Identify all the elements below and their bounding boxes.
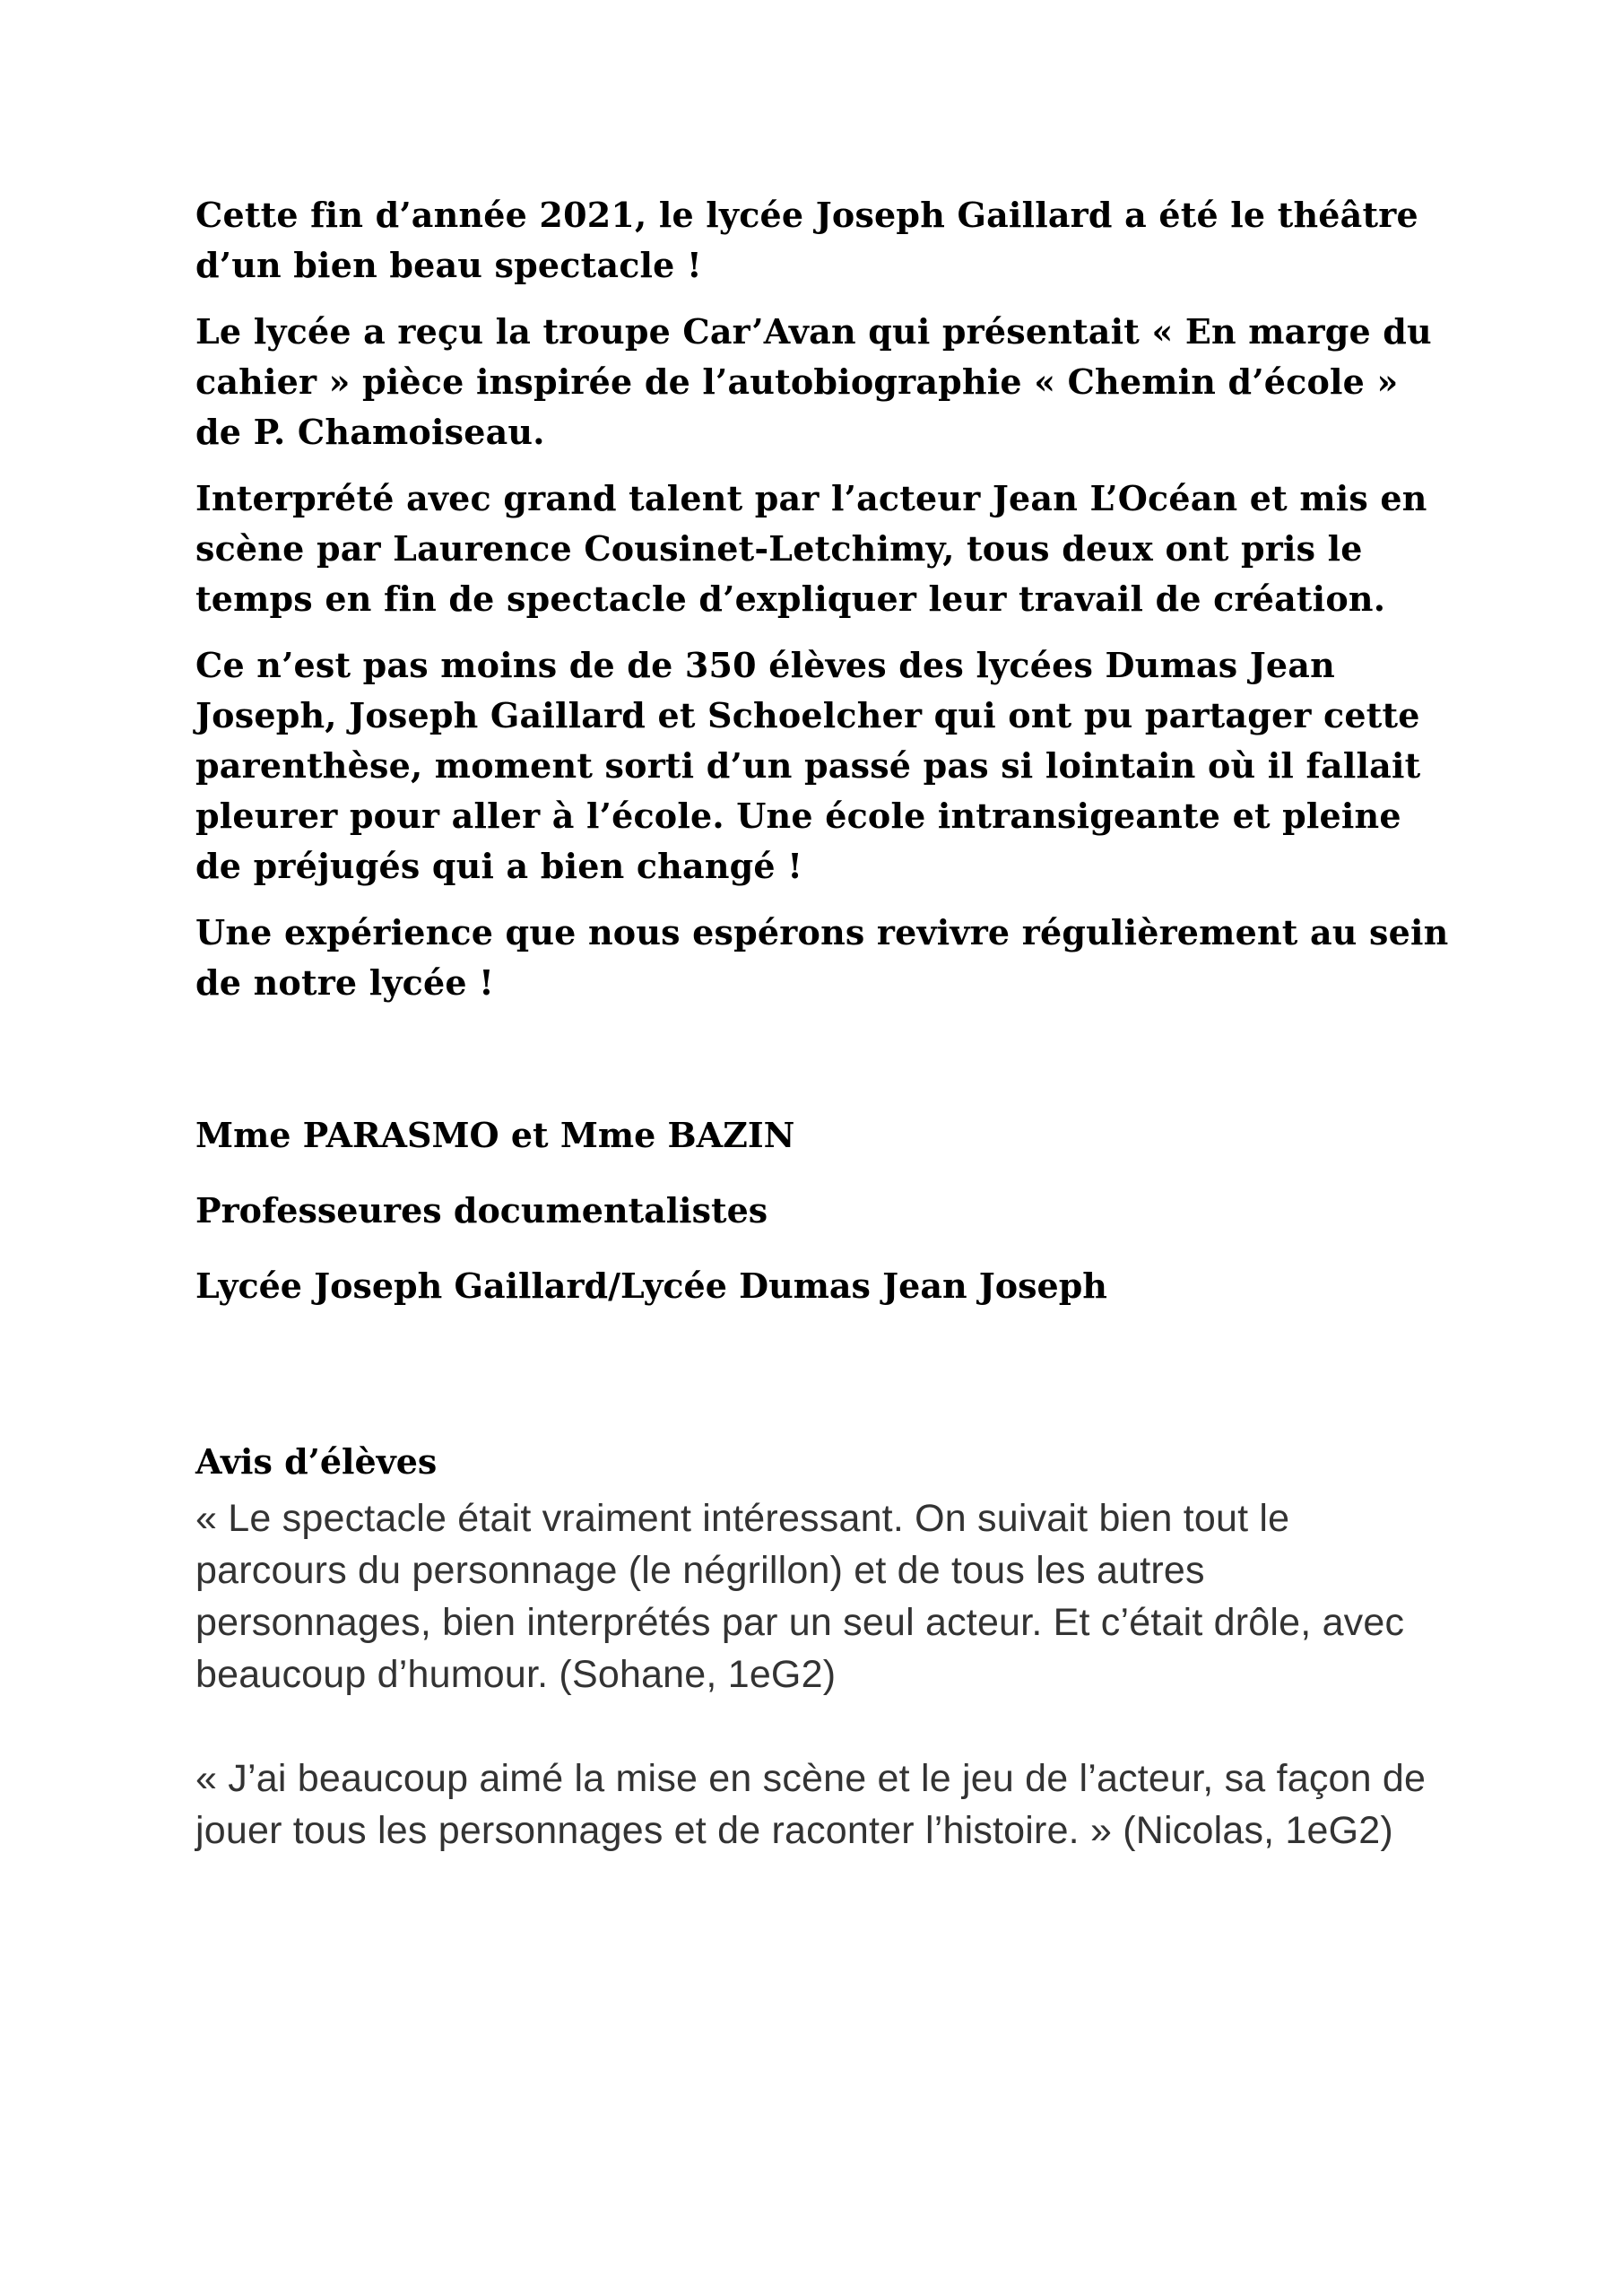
signature-names: Mme PARASMO et Mme BAZIN bbox=[195, 1115, 795, 1155]
article-paragraph-2: Le lycée a reçu la troupe Car’Avan qui présentait « En marge du cahier » pièce inspirée de l’autobiographie « Chemin d’école » de P. Chamoiseau. bbox=[195, 311, 1432, 452]
spacer bbox=[195, 1700, 1451, 1752]
article-paragraph-1: Cette fin d’année 2021, le lycée Joseph Gaillard a été le théâtre d’un bien beau spectacle ! bbox=[195, 195, 1418, 285]
review-quote-2: « J’ai beaucoup aimé la mise en scène et le jeu de l’acteur, sa façon de jouer tous les personnages et de raconter l’histoire. » (Nicolas, 1eG2) bbox=[195, 1757, 1427, 1852]
spacer bbox=[195, 1024, 1451, 1110]
review-quote-1: « Le spectacle était vraiment intéressant. On suivait bien tout le parcours du personnage (le négrillon) et de tous les autres personnages, bien interprétés par un seul acteur. Et c’était drôle, avec beaucoup d’humour. (Sohane, 1eG2) bbox=[195, 1497, 1405, 1696]
spacer bbox=[195, 1336, 1451, 1437]
reviews-title: Avis d’élèves bbox=[195, 1441, 438, 1482]
article-paragraph-4: Ce n’est pas moins de de 350 élèves des lycées Dumas Jean Joseph, Joseph Gaillard et Schoelcher qui ont pu partager cette parenthèse, moment sorti d’un passé pas si lointain où il fallait pleurer pour aller à l’école. Une école intransigeante et pleine de préjugés qui a bien changé ! bbox=[195, 645, 1421, 886]
article-paragraph-3: Interprété avec grand talent par l’acteur Jean L’Océan et mis en scène par Laurence Cousinet-Letchimy, tous deux ont pris le temps en fin de spectacle d’expliquer leur travail de création. bbox=[195, 478, 1427, 619]
signature-schools: Lycée Joseph Gaillard/Lycée Dumas Jean Joseph bbox=[195, 1265, 1107, 1306]
signature-role: Professeures documentalistes bbox=[195, 1190, 768, 1231]
article-paragraph-5: Une expérience que nous espérons revivre régulièrement au sein de notre lycée ! bbox=[195, 912, 1449, 1003]
document-body bbox=[195, 190, 1451, 1857]
